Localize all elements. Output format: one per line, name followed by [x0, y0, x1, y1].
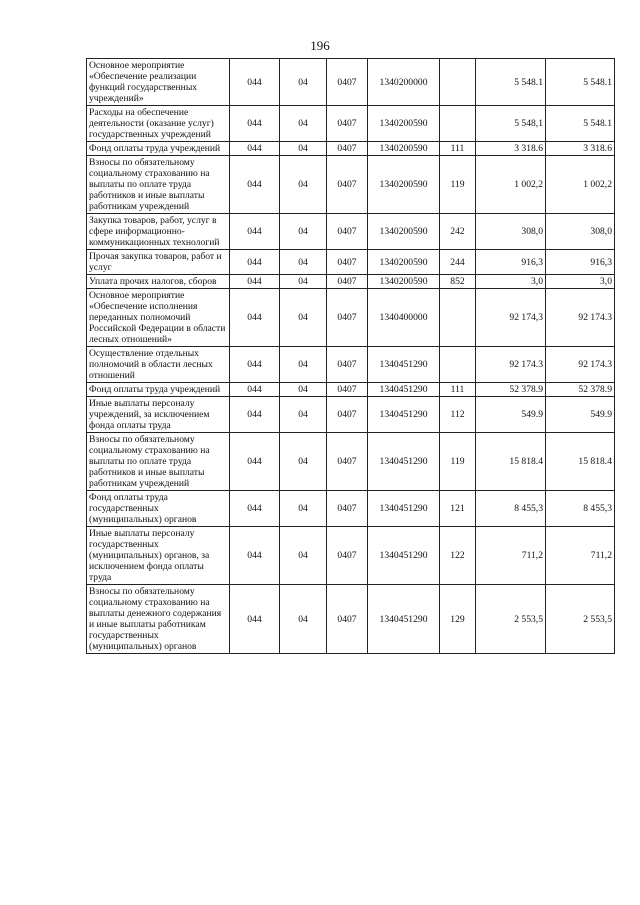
target-article-cell: 1340200590 — [368, 106, 440, 142]
subsection-code-cell: 0407 — [327, 59, 368, 106]
row-name-cell: Иные выплаты персоналу государственных (муниципальных) органов, за исключением фонда оплаты труда — [87, 527, 230, 585]
subsection-code-cell: 0407 — [327, 383, 368, 397]
expense-type-cell: 242 — [440, 214, 476, 250]
subsection-code-cell: 0407 — [327, 491, 368, 527]
ministry-code-cell: 044 — [230, 275, 280, 289]
table-row — [87, 491, 615, 527]
ministry-code-cell: 044 — [230, 491, 280, 527]
target-article-cell: 1340200590 — [368, 214, 440, 250]
target-article-cell: 1340451290 — [368, 397, 440, 433]
table-row — [87, 156, 615, 214]
expense-type-cell — [440, 347, 476, 383]
table-row — [87, 59, 615, 106]
row-name-cell: Взносы по обязательному социальному страхованию на выплаты по оплате труда работников и иные выплаты работникам учреждений — [87, 156, 230, 214]
ministry-code-cell: 044 — [230, 214, 280, 250]
subsection-code-cell: 0407 — [327, 585, 368, 654]
expense-type-cell: 112 — [440, 397, 476, 433]
ministry-code-cell: 044 — [230, 585, 280, 654]
amount-second-cell: 92 174.3 — [546, 347, 615, 383]
section-code-cell: 04 — [280, 383, 327, 397]
amount-cell: 549.9 — [476, 397, 546, 433]
expense-type-cell: 121 — [440, 491, 476, 527]
expense-type-cell — [440, 106, 476, 142]
target-article-cell: 1340200590 — [368, 142, 440, 156]
expense-type-cell: 111 — [440, 142, 476, 156]
target-article-cell: 1340451290 — [368, 491, 440, 527]
amount-cell: 308,0 — [476, 214, 546, 250]
section-code-cell: 04 — [280, 59, 327, 106]
table-row — [87, 106, 615, 142]
expense-type-cell: 852 — [440, 275, 476, 289]
section-code-cell: 04 — [280, 289, 327, 347]
amount-cell: 1 002,2 — [476, 156, 546, 214]
amount-second-cell: 2 553,5 — [546, 585, 615, 654]
subsection-code-cell: 0407 — [327, 275, 368, 289]
amount-second-cell: 5 548.1 — [546, 59, 615, 106]
subsection-code-cell: 0407 — [327, 142, 368, 156]
table-row — [87, 527, 615, 585]
table-row — [87, 142, 615, 156]
amount-second-cell: 52 378.9 — [546, 383, 615, 397]
table-row — [87, 383, 615, 397]
section-code-cell: 04 — [280, 142, 327, 156]
row-name-cell: Прочая закупка товаров, работ и услуг — [87, 250, 230, 275]
amount-cell: 92 174.3 — [476, 347, 546, 383]
subsection-code-cell: 0407 — [327, 106, 368, 142]
target-article-cell: 1340451290 — [368, 347, 440, 383]
table-row — [87, 275, 615, 289]
section-code-cell: 04 — [280, 433, 327, 491]
target-article-cell: 1340200000 — [368, 59, 440, 106]
table-row — [87, 585, 615, 654]
amount-cell: 3,0 — [476, 275, 546, 289]
table-row — [87, 433, 615, 491]
target-article-cell: 1340451290 — [368, 383, 440, 397]
row-name-cell: Фонд оплаты труда учреждений — [87, 383, 230, 397]
subsection-code-cell: 0407 — [327, 527, 368, 585]
expense-type-cell — [440, 289, 476, 347]
ministry-code-cell: 044 — [230, 59, 280, 106]
target-article-cell: 1340200590 — [368, 250, 440, 275]
expense-type-cell: 122 — [440, 527, 476, 585]
row-name-cell: Иные выплаты персоналу учреждений, за исключением фонда оплаты труда — [87, 397, 230, 433]
row-name-cell: Фонд оплаты труда учреждений — [87, 142, 230, 156]
row-name-cell: Основное мероприятие «Обеспечение реализации функций государственных учреждений» — [87, 59, 230, 106]
amount-cell: 8 455,3 — [476, 491, 546, 527]
table-row — [87, 214, 615, 250]
target-article-cell: 1340451290 — [368, 527, 440, 585]
row-name-cell: Закупка товаров, работ, услуг в сфере информационно-коммуникационных технологий — [87, 214, 230, 250]
table-row — [87, 250, 615, 275]
target-article-cell: 1340451290 — [368, 585, 440, 654]
ministry-code-cell: 044 — [230, 106, 280, 142]
amount-cell: 92 174,3 — [476, 289, 546, 347]
ministry-code-cell: 044 — [230, 289, 280, 347]
subsection-code-cell: 0407 — [327, 347, 368, 383]
amount-cell: 3 318.6 — [476, 142, 546, 156]
amount-second-cell: 92 174.3 — [546, 289, 615, 347]
amount-cell: 52 378.9 — [476, 383, 546, 397]
section-code-cell: 04 — [280, 527, 327, 585]
amount-second-cell: 711,2 — [546, 527, 615, 585]
row-name-cell: Фонд оплаты труда государственных (муниципальных) органов — [87, 491, 230, 527]
row-name-cell: Уплата прочих налогов, сборов — [87, 275, 230, 289]
subsection-code-cell: 0407 — [327, 397, 368, 433]
amount-cell: 711,2 — [476, 527, 546, 585]
row-name-cell: Расходы на обеспечение деятельности (оказание услуг) государственных учреждений — [87, 106, 230, 142]
ministry-code-cell: 044 — [230, 433, 280, 491]
subsection-code-cell: 0407 — [327, 433, 368, 491]
table-row — [87, 347, 615, 383]
amount-second-cell: 1 002,2 — [546, 156, 615, 214]
section-code-cell: 04 — [280, 250, 327, 275]
section-code-cell: 04 — [280, 106, 327, 142]
target-article-cell: 1340200590 — [368, 156, 440, 214]
table-row — [87, 397, 615, 433]
amount-cell: 15 818.4 — [476, 433, 546, 491]
target-article-cell: 1340400000 — [368, 289, 440, 347]
amount-second-cell: 308,0 — [546, 214, 615, 250]
budget-table — [86, 58, 615, 654]
target-article-cell: 1340200590 — [368, 275, 440, 289]
amount-second-cell: 549.9 — [546, 397, 615, 433]
table-row — [87, 289, 615, 347]
ministry-code-cell: 044 — [230, 347, 280, 383]
expense-type-cell: 111 — [440, 383, 476, 397]
section-code-cell: 04 — [280, 397, 327, 433]
amount-cell: 5 548.1 — [476, 59, 546, 106]
subsection-code-cell: 0407 — [327, 289, 368, 347]
ministry-code-cell: 044 — [230, 142, 280, 156]
section-code-cell: 04 — [280, 491, 327, 527]
amount-second-cell: 3,0 — [546, 275, 615, 289]
amount-second-cell: 15 818.4 — [546, 433, 615, 491]
section-code-cell: 04 — [280, 585, 327, 654]
target-article-cell: 1340451290 — [368, 433, 440, 491]
expense-type-cell: 119 — [440, 433, 476, 491]
amount-second-cell: 916,3 — [546, 250, 615, 275]
section-code-cell: 04 — [280, 214, 327, 250]
amount-cell: 2 553,5 — [476, 585, 546, 654]
ministry-code-cell: 044 — [230, 383, 280, 397]
section-code-cell: 04 — [280, 275, 327, 289]
amount-second-cell: 5 548.1 — [546, 106, 615, 142]
ministry-code-cell: 044 — [230, 156, 280, 214]
row-name-cell: Взносы по обязательному социальному страхованию на выплаты по оплате труда работников и иные выплаты работникам учреждений — [87, 433, 230, 491]
row-name-cell: Взносы по обязательному социальному страхованию на выплаты денежного содержания и иные выплаты работникам государственных (муниципальных) органов — [87, 585, 230, 654]
page-number: 196 — [310, 38, 330, 53]
amount-cell: 5 548,1 — [476, 106, 546, 142]
amount-second-cell: 3 318.6 — [546, 142, 615, 156]
section-code-cell: 04 — [280, 347, 327, 383]
ministry-code-cell: 044 — [230, 397, 280, 433]
ministry-code-cell: 044 — [230, 527, 280, 585]
expense-type-cell: 119 — [440, 156, 476, 214]
expense-type-cell: 129 — [440, 585, 476, 654]
amount-second-cell: 8 455,3 — [546, 491, 615, 527]
subsection-code-cell: 0407 — [327, 250, 368, 275]
row-name-cell: Основное мероприятие «Обеспечение исполнения переданных полномочий Российской Федерации в области лесных отношений» — [87, 289, 230, 347]
budget-table-body — [87, 59, 615, 654]
amount-cell: 916,3 — [476, 250, 546, 275]
expense-type-cell — [440, 59, 476, 106]
subsection-code-cell: 0407 — [327, 214, 368, 250]
ministry-code-cell: 044 — [230, 250, 280, 275]
subsection-code-cell: 0407 — [327, 156, 368, 214]
section-code-cell: 04 — [280, 156, 327, 214]
row-name-cell: Осуществление отдельных полномочий в области лесных отношений — [87, 347, 230, 383]
expense-type-cell: 244 — [440, 250, 476, 275]
